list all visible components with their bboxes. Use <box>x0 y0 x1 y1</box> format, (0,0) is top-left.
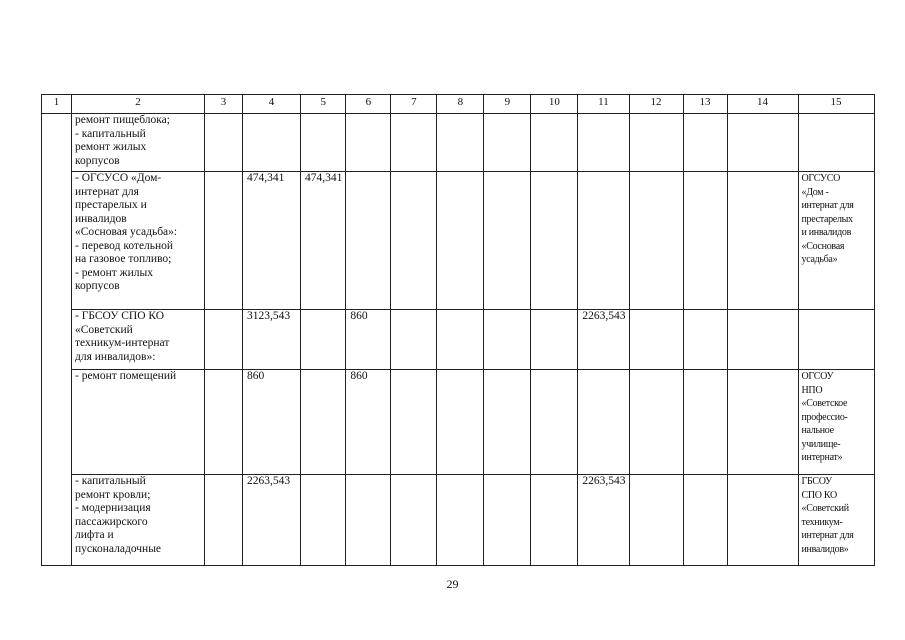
header-cell: 4 <box>243 95 301 114</box>
table-cell <box>629 172 683 310</box>
table-cell <box>301 310 346 370</box>
table-row <box>42 370 875 475</box>
budget-table <box>41 94 875 566</box>
table-cell <box>683 310 727 370</box>
table-cell <box>531 310 578 370</box>
table-cell <box>42 114 72 566</box>
header-cell: 3 <box>205 95 243 114</box>
table-cell: 2263,543 <box>243 475 301 566</box>
table-cell <box>683 114 727 172</box>
header-cell: 1 <box>42 95 72 114</box>
table-cell <box>346 172 391 310</box>
header-cell: 2 <box>72 95 205 114</box>
table-cell <box>484 475 531 566</box>
table-cell <box>205 172 243 310</box>
header-cell: 6 <box>346 95 391 114</box>
table-cell: - капитальный ремонт кровли; - модернизация пассажирского лифта и пусконаладочные <box>72 475 205 566</box>
table-cell <box>205 114 243 172</box>
table-cell <box>243 114 301 172</box>
table-cell <box>727 172 798 310</box>
header-cell: 10 <box>531 95 578 114</box>
table-cell <box>391 172 437 310</box>
table-cell <box>531 172 578 310</box>
header-cell: 9 <box>484 95 531 114</box>
table-cell: ОГСУСО «Дом - интернат для престарелых и инвалидов «Сосновая усадьба» <box>798 172 874 310</box>
table-cell <box>727 114 798 172</box>
table-cell <box>437 370 484 475</box>
page-number: 29 <box>446 577 459 591</box>
table-cell <box>484 172 531 310</box>
table-cell <box>727 310 798 370</box>
table-cell <box>578 370 629 475</box>
table-cell <box>683 172 727 310</box>
table-cell <box>683 370 727 475</box>
table-cell <box>437 310 484 370</box>
table-cell <box>578 114 629 172</box>
table-cell <box>391 310 437 370</box>
table-cell <box>531 114 578 172</box>
table-cell: - ремонт помещений <box>72 370 205 475</box>
table-cell <box>484 310 531 370</box>
table-cell: 474,341 <box>243 172 301 310</box>
table-cell <box>629 370 683 475</box>
table-cell <box>727 370 798 475</box>
table-cell <box>437 172 484 310</box>
table-cell <box>205 370 243 475</box>
table-row <box>42 172 875 310</box>
table-cell <box>629 475 683 566</box>
table-cell: - ГБСОУ СПО КО «Советский техникум-интернат для инвалидов»: <box>72 310 205 370</box>
table-cell <box>798 114 874 172</box>
table-cell <box>531 475 578 566</box>
header-cell: 12 <box>629 95 683 114</box>
table-cell <box>798 310 874 370</box>
table-cell <box>629 310 683 370</box>
header-cell: 11 <box>578 95 629 114</box>
table-cell: 3123,543 <box>243 310 301 370</box>
table-cell: ОГСОУ НПО «Советское профессио- нальное училище- интернат» <box>798 370 874 475</box>
table-cell <box>301 114 346 172</box>
table-cell <box>205 475 243 566</box>
table-cell <box>578 172 629 310</box>
table-cell: ГБСОУ СПО КО «Советский техникум- интернат для инвалидов» <box>798 475 874 566</box>
table-row <box>42 475 875 566</box>
table-cell: 474,341 <box>301 172 346 310</box>
table-cell <box>391 114 437 172</box>
table-cell: 2263,543 <box>578 310 629 370</box>
table-cell <box>484 370 531 475</box>
table-cell <box>683 475 727 566</box>
table-cell <box>391 475 437 566</box>
header-cell: 5 <box>301 95 346 114</box>
table-cell: 860 <box>243 370 301 475</box>
header-cell: 7 <box>391 95 437 114</box>
table-cell <box>391 370 437 475</box>
table-row <box>42 114 875 172</box>
table-cell <box>205 310 243 370</box>
table-cell <box>437 475 484 566</box>
table-cell <box>437 114 484 172</box>
header-cell: 15 <box>798 95 874 114</box>
table-cell <box>727 475 798 566</box>
header-row <box>42 95 875 114</box>
table-cell <box>484 114 531 172</box>
header-cell: 14 <box>727 95 798 114</box>
header-cell: 8 <box>437 95 484 114</box>
table-cell: 2263,543 <box>578 475 629 566</box>
table-cell: ремонт пищеблока; - капитальный ремонт жилых корпусов <box>72 114 205 172</box>
table-row <box>42 310 875 370</box>
table-cell <box>531 370 578 475</box>
table-cell <box>629 114 683 172</box>
table-cell <box>346 475 391 566</box>
table-cell <box>301 475 346 566</box>
header-cell: 13 <box>683 95 727 114</box>
table-cell: 860 <box>346 370 391 475</box>
table-cell <box>301 370 346 475</box>
table-cell <box>346 114 391 172</box>
table-cell: - ОГСУСО «Дом- интернат для престарелых и инвалидов «Сосновая усадьба»: - перевод котельной на газовое топливо; - ремонт жилых корпусов <box>72 172 205 310</box>
table-cell: 860 <box>346 310 391 370</box>
